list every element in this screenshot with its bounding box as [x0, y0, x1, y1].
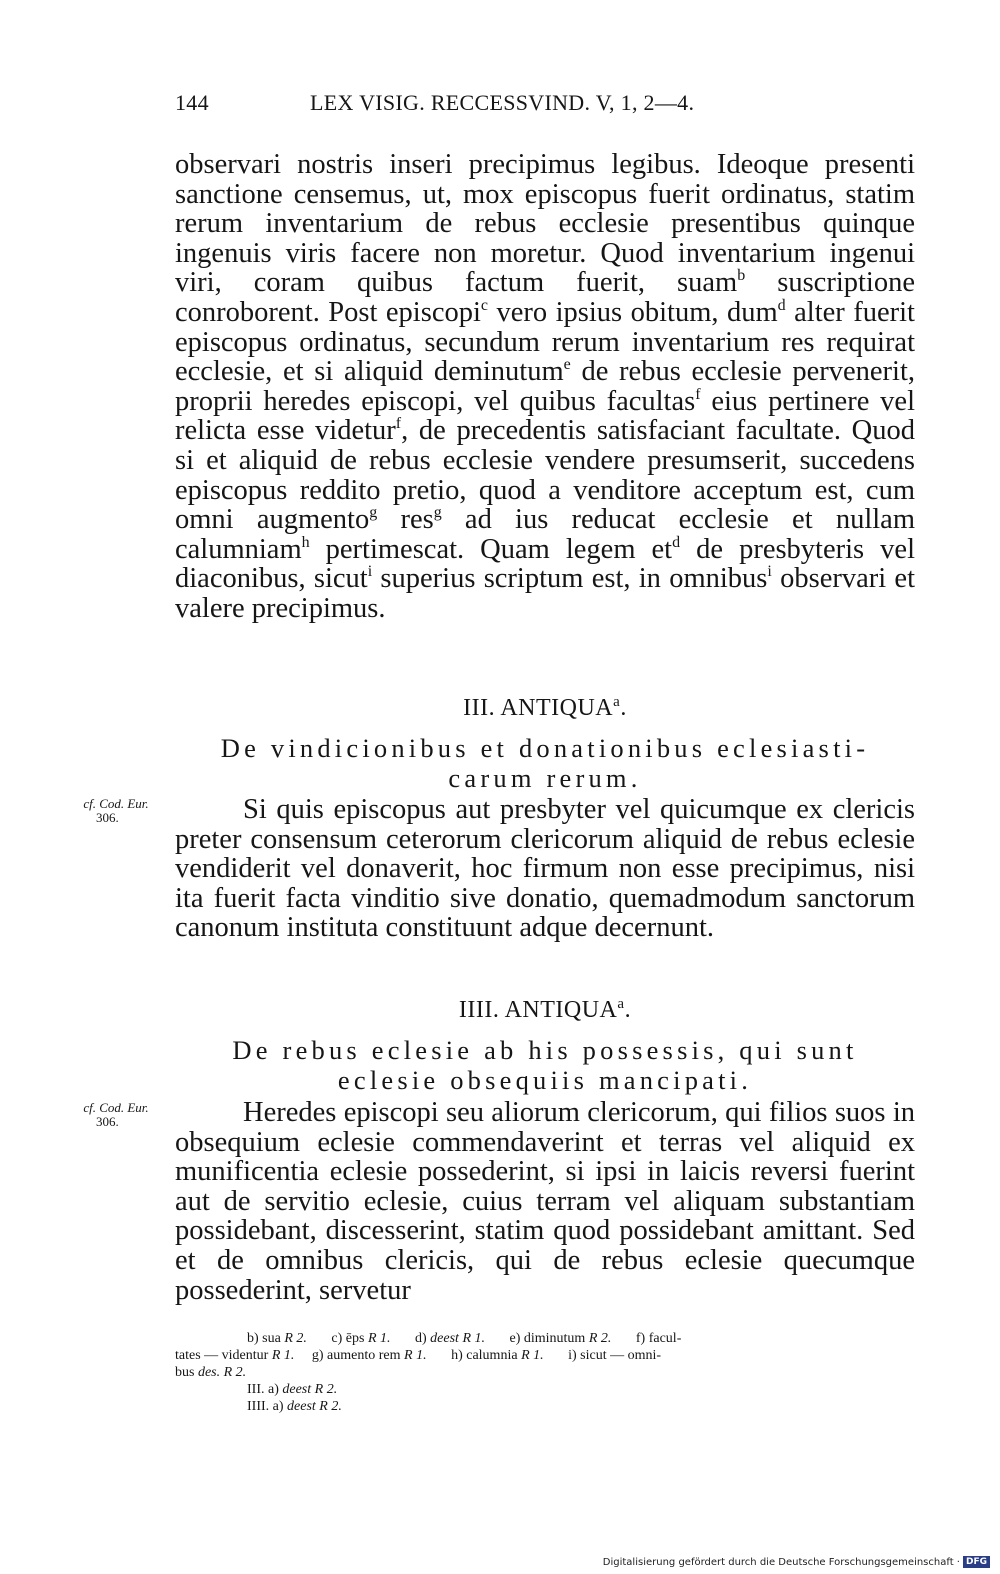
dfg-logo: DFG: [963, 1556, 990, 1568]
running-title: LEX VISIG. RECCESSVIND. V, 1, 2—4.: [310, 90, 695, 115]
footnotes: [175, 1330, 920, 1415]
section-4-title: De rebus eclesie ab his possessis, qui sunt eclesie obsequiis mancipati.: [232, 1035, 858, 1095]
footnote-line: IIII. a) deest R 2.: [247, 1399, 342, 1414]
section-3-paragraph: Si quis episcopus aut presbyter vel quicumque ex clericis preter consensum ceterorum clericorum aliquid de rebus eclesie vendiderit vel donaverit, hoc firmum non esse precipimus, nisi ita fuerit facta vinditio sive donatio, quemadmodum sanctorum canonum instituta constituunt adque decernunt.: [175, 794, 915, 944]
section-4-paragraph: Heredes episcopi seu aliorum clericorum, qui filios suos in obsequium eclesie commendaverint et terras vel aliquid ex munificentia eclesie possederint, si ipsi in laicis reversi fuerint aut de servitio eclesie, cuius terram vel aliquam substantiam possidebant, discesserint, statim quod possidebant amittant. Sed et de omnibus clericis, qui de rebus eclesie quecumque possederint, servetur: [175, 1097, 915, 1306]
section-3-margin-reference: cf. Cod. Eur. 306.: [83, 796, 149, 825]
section-4-margin-reference: cf. Cod. Eur. 306.: [83, 1100, 149, 1129]
section-3-title: De vindicionibus et donationibus eclesiasti- carum rerum.: [220, 733, 870, 793]
section-4-number: IIII. ANTIQUA$^a$.: [458, 996, 632, 1023]
continuation-paragraph: observari nostris inseri precipimus legibus. Ideoque presenti sanctione censemus, ut, mox episcopus fuerit ordinatus, statim rerum inventarium de rebus ecclesie presentibus quinque ingenuis viris facere non moretur. Quod inventarium ingenui viri, coram quibus factum fuerit, suam$^b$ suscriptione conroborent. Post episcopi$^c$ vero ipsius obitum, dum$^d$ alter fuerit episcopus ordinatus, secundum rerum inventarium res requirat ecclesie, et si aliquid deminutum$^e$ de rebus ecclesie pervenerit, proprii heredes episcopi, vel quibus facultas$^f$ eius pertinere vel relicta esse videtur$^f$, de precedentis satisfaciant facultate. Quod si et aliquid de rebus ecclesie vendere presumserit, succedens episcopus reddito pretio, quod a venditore acceptum est, cum omni augmento$^g$ res$^g$ ad ius reducat ecclesie et nullam calumniam$^h$ pertimescat. Quam legem $et^d$ de presbyteris vel diaconibus, sicut$^i$ superius scriptum est, in omnibus$^i$ observari et valere precipimus.: [175, 149, 916, 624]
section-3-number: III. ANTIQUA$^a$.: [463, 694, 627, 721]
page-number: 144: [175, 90, 209, 115]
footnote-line: III. a) deest R 2.: [247, 1382, 338, 1397]
footnote-line: b) sua R 2. c) ēps R 1. d) deest R 1. e) diminutum R 2. f) facul-: [247, 1331, 682, 1346]
digitization-credit: Digitalisierung gefördert durch die Deutsche Forschungsgemeinschaft · DFG: [603, 1556, 990, 1568]
footnote-line: bus des. R 2.: [175, 1365, 247, 1380]
footnote-line: tates — videntur R 1. g) aumento rem R 1. h) calumnia R 1. i) sicut — omni-: [175, 1348, 662, 1363]
